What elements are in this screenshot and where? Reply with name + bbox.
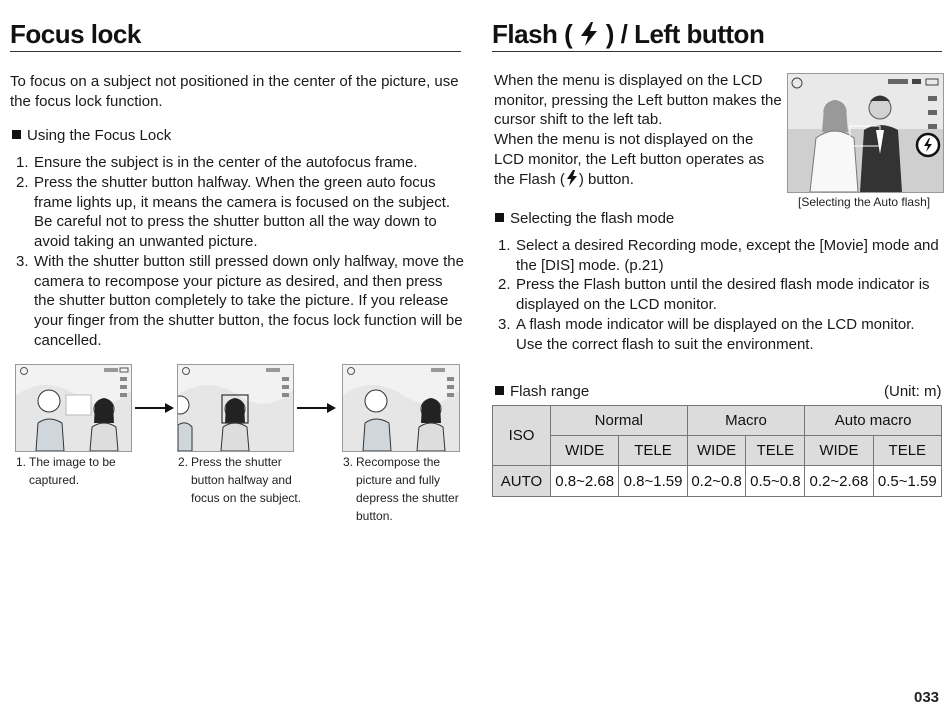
list-item [16,153,466,173]
step-number: 3. [498,316,511,333]
page-number: 033 [914,689,940,706]
step-number: 1. [16,154,29,171]
table-cell: 0.2~2.68 [805,466,873,497]
caption-step-3 [343,453,493,528]
list-item [498,315,943,355]
caption-line: picture and fully [356,473,441,487]
caption-line: depress the shutter [356,491,459,505]
caption-step-2 [178,453,328,513]
sub-header: WIDE [551,436,619,466]
step-line: With the shutter button still pressed down only halfway, move the [34,253,464,270]
caption-number: 3. [343,455,354,469]
section-label: Flash range [510,383,590,400]
sub-header: WIDE [805,436,873,466]
photo-caption: [Selecting the Auto flash] [798,195,931,209]
group-header-auto-macro: Auto macro [805,406,942,436]
page-title-focus-lock: Focus lock [10,19,141,49]
title-text: Flash ( [492,19,573,49]
page-title-flash [492,19,764,50]
step-line: Select a desired Recording mode, except the [Movie] mode and [516,237,939,254]
step-line: camera to recompose your picture as desired, and then press [34,272,443,290]
caption-line: focus on the subject. [191,491,302,505]
desc-line: monitor, pressing the Left button makes the [494,91,782,109]
step-line: the [DIS] mode. (p.21) [516,256,664,274]
step-line: Be careful not to press the shutter button all the way down to [34,213,437,231]
intro-line: To focus on a subject not positioned in the center of the picture, use [10,73,459,90]
step-line: A flash mode indicator will be displayed on the LCD monitor. [516,316,915,333]
illustration-step-2 [177,364,294,452]
step-line: frame lights up, it means the camera is focused on the subject. [34,193,451,211]
step-number: 1. [498,237,511,254]
caption-line: button. [356,509,393,523]
group-header-normal: Normal [551,406,688,436]
bullet-square-icon [495,386,504,395]
illustration-step-1 [15,364,132,452]
desc-text: ) button. [578,170,634,188]
caption-line: Press the shutter [191,455,282,469]
sub-header: TELE [746,436,805,466]
section-heading-focus-lock [12,127,171,144]
intro-line: the focus lock function. [10,92,163,110]
desc-line [494,170,784,190]
title-rule [492,51,942,52]
table-cell: 0.5~1.59 [873,466,941,497]
caption-number: 2. [178,455,189,469]
arrow-right-icon [297,402,337,414]
sub-header: TELE [619,436,687,466]
list-item [16,173,466,253]
flash-description [494,71,784,189]
flash-range-table [492,405,942,497]
table-cell: 0.5~0.8 [746,466,805,497]
list-item [498,275,943,315]
list-item [498,236,943,276]
flash-icon [579,21,599,47]
step-line: displayed on the LCD monitor. [516,295,717,313]
step-number: 2. [16,174,29,191]
caption-line: button halfway and [191,473,292,487]
section-label: Selecting the flash mode [510,210,675,227]
section-label: Using the Focus Lock [27,127,172,144]
desc-line: LCD monitor, the Left button operates as [494,150,765,168]
arrow-right-icon [135,402,175,414]
step-line: your finger from the shutter button, the focus lock function will be [34,312,463,330]
bullet-square-icon [495,213,504,222]
desc-line: When the menu is not displayed on the [494,131,754,149]
step-line: avoid taking an unwanted picture. [34,233,258,251]
table-row [493,466,942,497]
step-line: Press the shutter button halfway. When the green auto focus [34,174,436,191]
step-number: 3. [16,253,29,270]
sub-header: WIDE [687,436,746,466]
table-cell: 0.8~2.68 [551,466,619,497]
section-heading-selecting-flash [495,210,674,227]
step-number: 2. [498,276,511,293]
step-line: Use the correct flash to suit the environment. [516,335,814,353]
caption-number: 1. [16,455,27,469]
sub-header: TELE [873,436,941,466]
step-line: the shutter button completely to take the picture. If you release [34,292,449,310]
desc-text: the Flash ( [494,170,565,188]
caption-line: The image to be [29,455,116,469]
group-header-macro: Macro [687,406,805,436]
caption-line: Recompose the [356,455,441,469]
illustration-step-3 [342,364,460,452]
unit-label: (Unit: m) [884,383,942,400]
step-line: Press the Flash button until the desired flash mode indicator is [516,276,930,293]
caption-step-1 [16,453,166,493]
desc-line: When the menu is displayed on the LCD [494,72,763,89]
step-line: cancelled. [34,331,102,349]
caption-line: captured. [29,473,80,487]
intro-paragraph [10,72,465,111]
table-cell: 0.8~1.59 [619,466,687,497]
step-line: Ensure the subject is in the center of the autofocus frame. [34,154,418,171]
desc-line: cursor shift to the left tab. [494,111,663,129]
title-rule [10,51,461,52]
iso-header: ISO [493,406,551,466]
table-cell: 0.2~0.8 [687,466,746,497]
lcd-photo-auto-flash [787,73,944,193]
title-text: ) / Left button [605,19,765,49]
list-item [16,252,466,352]
flash-icon [566,170,578,186]
section-heading-flash-range [495,383,589,400]
bullet-square-icon [12,130,21,139]
row-label-auto: AUTO [493,466,551,497]
